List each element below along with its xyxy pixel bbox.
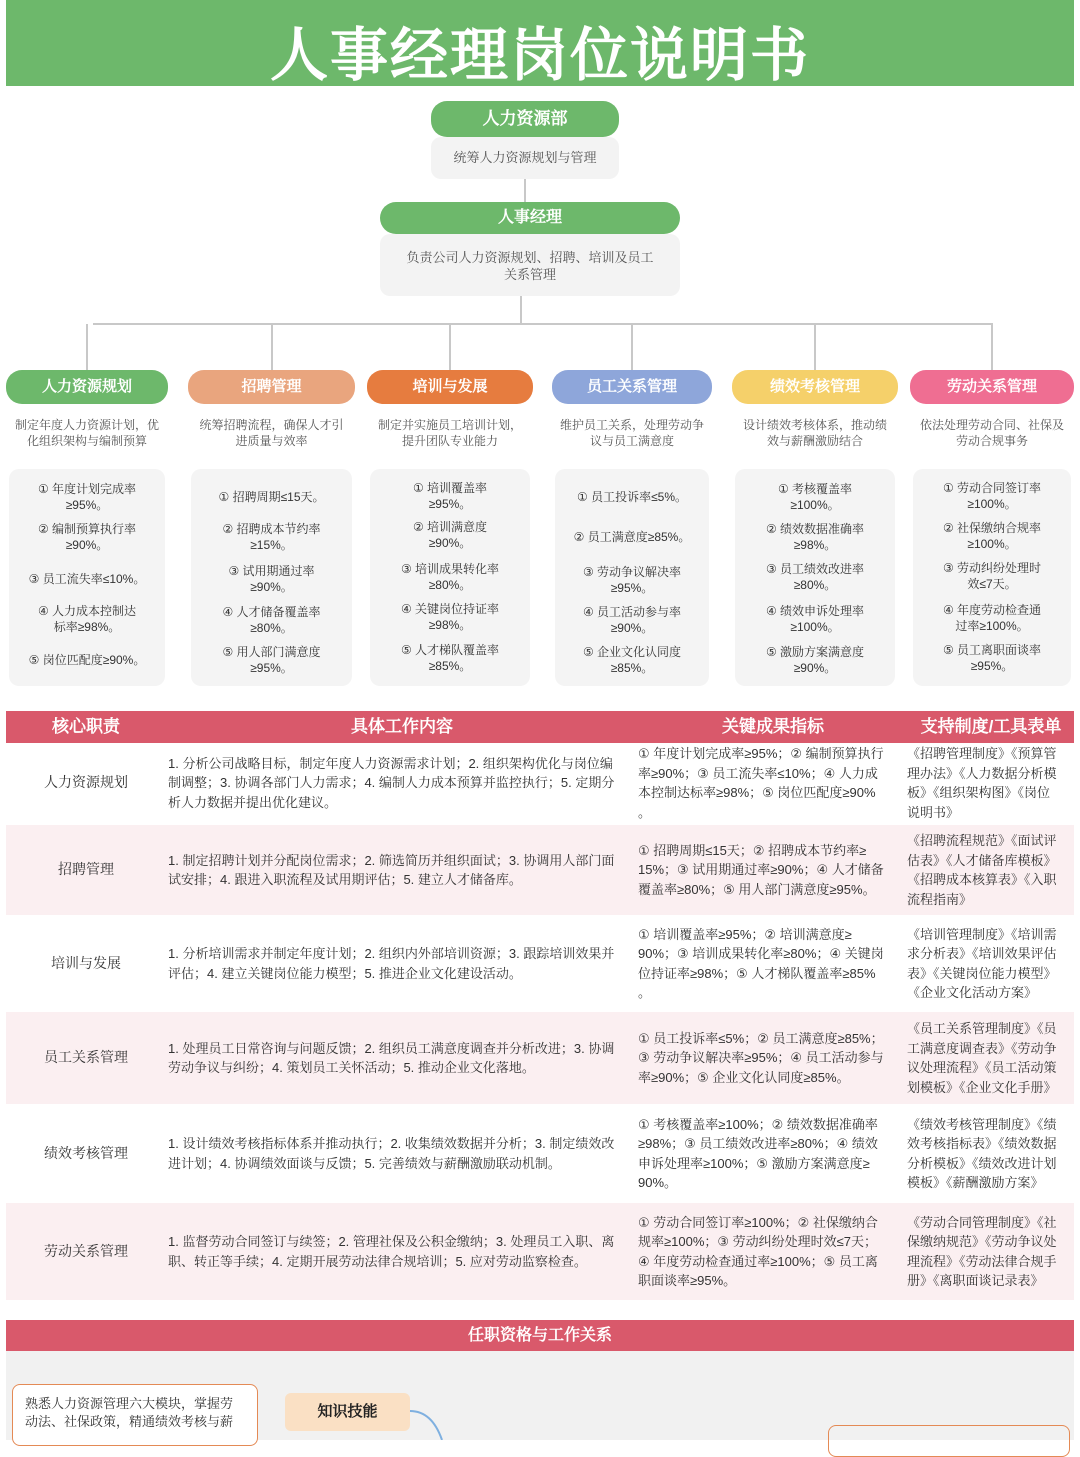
kpi-line: ≥90%。	[65, 538, 109, 552]
row-tools-line: 划模板》《企业文化手册》	[907, 1079, 1057, 1095]
qualifications-title: 任职资格与工作关系	[6, 1320, 1074, 1351]
row-core-duty: 人力资源规划	[44, 774, 128, 790]
row-tools	[907, 831, 1073, 909]
row-content-line: 1. 处理员工日常咨询与问题反馈；2. 组织员工满意度调查并分析改进；3. 协调	[168, 1040, 615, 1056]
row-kpi-line: ① 年度计划完成率≥95%；② 编制预算执行	[638, 746, 884, 761]
kpi-item	[555, 529, 709, 545]
row-kpi-line: 申诉处理率≥100%；⑤ 激励方案满意度≥	[638, 1155, 870, 1171]
row-content-line: 析人力数据并提出优化建议。	[168, 794, 338, 810]
kpi-line: ≥15%。	[250, 538, 293, 552]
org-role-title: 人事经理	[380, 202, 680, 234]
kpi-line: ② 编制预算执行率	[37, 522, 137, 536]
kpi-line: ≥90%。	[250, 580, 293, 594]
dept-title: 培训与发展	[367, 370, 533, 404]
dept-desc-line: 劳动合规事务	[955, 434, 1028, 448]
row-kpi	[638, 1029, 906, 1088]
dept-desc-line: 制定并实施员工培训计划，	[377, 418, 522, 432]
kpi-item	[9, 571, 165, 587]
row-kpi	[638, 925, 906, 1003]
row-tools-line: 表》《关键岗位能力模型》	[907, 965, 1057, 981]
kpi-item	[191, 644, 352, 676]
kpi-line: ③ 劳动争议解决率	[582, 565, 682, 579]
row-tools-line: 估表》《人才储备库模板》	[907, 852, 1057, 868]
kpi-line: ② 绩效数据准确率	[765, 522, 865, 536]
row-kpi-line: 率≥90%；⑤ 企业文化认同度≥85%。	[638, 1069, 850, 1085]
dept-desc-line: 设计绩效考核体系，推动绩	[742, 418, 887, 432]
row-content-line: 1. 设计绩效考核指标体系并推动执行；2. 收集绩效数据并分析；3. 制定绩效改	[168, 1136, 615, 1151]
row-content-line: 制调整；3. 协调各部门人力需求；4. 编制人力成本预算并监控执行；5. 定期分	[168, 775, 615, 791]
th-content: 具体工作内容	[351, 717, 453, 736]
row-tools	[907, 1213, 1073, 1291]
connector	[814, 324, 816, 370]
row-content-line: 1. 分析公司战略目标，制定年度人力资源需求计划；2. 组织架构优化与岗位编	[168, 755, 613, 771]
dept-desc-line: 依法处理劳动合同、社保及	[919, 418, 1064, 432]
kpi-line: 过率≥100%。	[955, 619, 1029, 633]
kpi-list	[191, 469, 352, 686]
row-kpi-line: 。	[638, 804, 652, 820]
kpi-line: ④ 年度劳动检查通	[942, 603, 1042, 617]
kpi-line: ≥85%。	[610, 661, 654, 675]
dept-desc	[732, 417, 898, 449]
row-tools	[907, 925, 1073, 1003]
row-content-line: 评估；4. 建立关键岗位能力模型；5. 推进企业文化建设活动。	[168, 965, 522, 981]
kpi-item	[370, 480, 530, 512]
table-header	[6, 711, 1074, 743]
kpi-item	[191, 521, 352, 553]
row-kpi-line: ① 考核覆盖率≥100%；② 绩效数据准确率	[638, 1116, 878, 1132]
row-tools-line: 《企业文化活动方案》	[907, 985, 1038, 1000]
org-dept-title: 人力资源部	[431, 101, 619, 137]
dept-desc-line: 议与员工满意度	[589, 434, 674, 448]
kpi-line: ≥90%。	[428, 536, 472, 550]
kpi-item	[191, 489, 352, 505]
kpi-line: ① 考核覆盖率	[777, 482, 853, 496]
row-tools-line: 《招聘流程规范》《面试评	[907, 833, 1057, 848]
th-core: 核心职责	[52, 717, 120, 736]
row-tools-line: 板》《组织架构图》《岗位	[907, 785, 1051, 800]
row-tools-line: 《招聘成本核算表》《入职	[907, 872, 1057, 887]
dept-title: 招聘管理	[188, 370, 355, 404]
row-content-line: 1. 制定招聘计划并分配岗位需求；2. 筛选简历并组织面试；3. 协调用人部门面	[168, 852, 615, 868]
kpi-item	[9, 603, 165, 635]
row-kpi-line: 职面谈率≥95%。	[638, 1273, 737, 1288]
kpi-line: ⑤ 企业文化认同度	[582, 645, 682, 659]
row-content	[168, 1039, 636, 1078]
row-kpi-line: 90%；③ 培训成果转化率≥80%；④ 关键岗	[638, 946, 884, 961]
row-kpi-line: 90%。	[638, 1175, 678, 1190]
kpi-line: ③ 员工绩效改进率	[765, 562, 865, 576]
kpi-line: ≥95%。	[250, 661, 293, 675]
kpi-line: ⑤ 激励方案满意度	[765, 645, 865, 659]
kpi-item	[735, 481, 895, 513]
kpi-item	[735, 644, 895, 676]
row-kpi	[638, 1115, 906, 1193]
row-core-duty: 劳动关系管理	[44, 1242, 128, 1259]
row-content	[168, 1134, 636, 1173]
kpi-line: ① 培训覆盖率	[412, 481, 488, 495]
kpi-item	[555, 564, 709, 596]
kpi-item	[555, 644, 709, 676]
row-kpi-line: ① 劳动合同签订率≥100%；② 社保缴纳合	[638, 1214, 878, 1230]
row-kpi-line: 规率≥100%；③ 劳动纠纷处理时效≤7天；	[638, 1234, 878, 1249]
org-role-desc-line: 关系管理	[503, 267, 556, 282]
row-kpi	[638, 841, 906, 900]
row-core-duty: 绩效考核管理	[44, 1144, 128, 1161]
dept-desc-line: 维护员工关系，处理劳动争	[559, 418, 704, 432]
kpi-line: ⑤ 人才梯队覆盖率	[400, 643, 500, 657]
row-content-line: 职、转正等手续；4. 定期开展劳动法律合规培训；5. 应对劳动监察检查。	[168, 1253, 587, 1269]
dept-desc	[188, 417, 355, 449]
kpi-line: ≥80%。	[793, 578, 837, 592]
kpi-item	[555, 489, 709, 505]
dept-title: 人力资源规划	[6, 370, 168, 404]
org-role-desc	[380, 234, 680, 296]
row-kpi-line: ④ 年度劳动检查通过率≥100%；⑤ 员工离	[638, 1253, 878, 1269]
th-tools: 支持制度/工具表单	[920, 717, 1062, 736]
dept-desc-line: 化组织架构与编制预算	[26, 434, 147, 448]
kpi-line: ≥100%。	[790, 498, 840, 512]
row-tools-line: 工满意度调查表》《劳动争	[907, 1040, 1057, 1056]
kpi-line: ① 员工投诉率≤5%。	[576, 490, 688, 504]
page-title: 人事经理岗位说明书	[269, 21, 810, 89]
kpi-line: ③ 培训成果转化率	[400, 562, 500, 576]
kpi-line: ≥80%。	[250, 621, 293, 635]
dept-desc	[552, 417, 712, 449]
row-tools	[907, 1019, 1073, 1097]
row-tools-line: 模板》《薪酬激励方案》	[907, 1175, 1044, 1190]
knowledge-label: 知识技能	[285, 1393, 410, 1431]
dept-desc	[367, 417, 533, 449]
connector	[449, 324, 451, 370]
row-kpi	[638, 1213, 906, 1291]
kpi-list	[9, 469, 165, 686]
kpi-line: ④ 人才储备覆盖率	[222, 605, 321, 619]
row-content	[168, 1232, 636, 1271]
row-tools-line: 议处理流程》《员工活动策	[907, 1060, 1057, 1075]
kpi-line: ≥95%。	[428, 497, 472, 511]
connector	[86, 324, 88, 370]
kpi-line: ④ 绩效申诉处理率	[765, 604, 865, 618]
dept-desc-line: 进质量与效率	[235, 434, 308, 448]
kpi-line: ② 招聘成本节约率	[222, 522, 321, 536]
row-kpi-line: 本控制达标率≥98%；⑤ 岗位匹配度≥90%	[638, 785, 876, 800]
row-content-line: 劳动争议与纠纷；4. 策划员工关怀活动；5. 推动企业文化落地。	[168, 1060, 535, 1075]
row-kpi-line: ① 培训覆盖率≥95%；② 培训满意度≥	[638, 926, 852, 942]
row-content	[168, 754, 636, 813]
row-tools-line: 《劳动合同管理制度》《社	[907, 1214, 1057, 1230]
kpi-line: ≥95%。	[65, 498, 109, 512]
kpi-line: ≥85%。	[428, 659, 472, 673]
knowledge-text-line: 动法、社保政策，精通绩效考核与薪	[25, 1414, 234, 1429]
row-tools-line: 《员工关系管理制度》《员	[907, 1021, 1057, 1036]
knowledge-text-box	[12, 1384, 258, 1446]
kpi-line: ≥100%。	[790, 620, 840, 634]
dept-desc-line: 提升团队专业能力	[401, 434, 498, 448]
row-kpi-line: 15%；③ 试用期通过率≥90%；④ 人才储备	[638, 862, 884, 878]
kpi-line: ≥80%。	[428, 578, 472, 592]
kpi-line: 标率≥98%。	[53, 620, 121, 634]
kpi-line: ④ 关键岗位持证率	[400, 602, 500, 616]
row-kpi-line: 率≥90%；③ 员工流失率≤10%；④ 人力成	[638, 765, 878, 781]
kpi-item	[913, 560, 1071, 592]
connector	[520, 296, 522, 324]
connector	[271, 324, 273, 370]
row-tools-line: 说明书》	[907, 804, 960, 820]
kpi-item	[191, 604, 352, 636]
connector	[93, 323, 993, 325]
row-tools-line: 效考核指标表》《绩效数据	[907, 1136, 1057, 1151]
row-content-line: 进计划；4. 协调绩效面谈与反馈；5. 完善绩效与薪酬激励联动机制。	[168, 1155, 561, 1171]
row-tools-line: 理流程》《劳动法律合规手	[907, 1253, 1057, 1269]
kpi-line: ① 招聘周期≤15天。	[218, 490, 325, 504]
kpi-line: ③ 劳动纠纷处理时	[942, 561, 1042, 575]
connector	[524, 179, 526, 202]
kpi-item	[9, 521, 165, 553]
row-tools-line: 保缴纳规范》《劳动争议处	[907, 1234, 1057, 1249]
row-core-duty: 培训与发展	[51, 954, 121, 971]
row-tools-line: 《培训管理制度》《培训需	[907, 926, 1057, 942]
kpi-item	[370, 561, 530, 593]
kpi-item	[370, 519, 530, 551]
row-kpi-line: ① 员工投诉率≤5%；② 员工满意度≥85%；	[638, 1030, 884, 1046]
row-content	[168, 851, 636, 890]
kpi-item	[370, 601, 530, 633]
kpi-list	[370, 469, 530, 686]
row-content-line: 1. 分析培训需求并制定年度计划；2. 组织内外部培训资源；3. 跟踪培训效果并	[168, 946, 615, 961]
row-content-line: 1. 监督劳动合同签订与续签；2. 管理社保及公积金缴纳；3. 处理员工入职、离	[168, 1234, 615, 1249]
row-core-duty: 招聘管理	[58, 861, 114, 877]
dept-desc	[6, 417, 168, 449]
row-tools-line: 《招聘管理制度》《预算管	[907, 746, 1057, 761]
kpi-item	[555, 604, 709, 636]
row-kpi-line: 覆盖率≥80%；⑤ 用人部门满意度≥95%。	[638, 881, 876, 897]
kpi-item	[913, 602, 1071, 634]
row-tools-line: 求分析表》《培训效果评估	[907, 946, 1057, 961]
kpi-line: ② 培训满意度	[412, 520, 488, 534]
knowledge-text-line: 熟悉人力资源管理六大模块，掌握劳	[25, 1396, 234, 1411]
row-tools-line: 《绩效考核管理制度》《绩	[907, 1116, 1057, 1132]
row-kpi-line: 。	[638, 985, 652, 1000]
kpi-item	[9, 481, 165, 513]
kpi-item	[735, 521, 895, 553]
table-row	[6, 1012, 1074, 1104]
kpi-line: ④ 员工活动参与率	[582, 605, 682, 619]
dept-desc-line: 效与薪酬激励结合	[766, 434, 863, 448]
dept-desc	[910, 417, 1074, 449]
kpi-line: ≥90%。	[793, 661, 837, 675]
kpi-item	[913, 480, 1071, 512]
kpi-line: ≥95%。	[610, 581, 654, 595]
kpi-item	[735, 603, 895, 635]
kpi-line: ① 劳动合同签订率	[942, 481, 1042, 495]
table-row	[6, 743, 1074, 823]
row-kpi-line: ① 招聘周期≤15天；② 招聘成本节约率≥	[638, 842, 867, 858]
row-core-duty: 员工关系管理	[44, 1049, 128, 1065]
connector	[991, 324, 993, 370]
row-kpi-line: ≥98%；③ 员工绩效改进率≥80%；④ 绩效	[638, 1136, 878, 1151]
branch-curve	[410, 1405, 450, 1440]
table-row	[6, 1203, 1074, 1300]
dept-desc-line: 统筹招聘流程，确保人才引	[199, 418, 344, 432]
connector	[631, 324, 633, 370]
dept-title: 员工关系管理	[552, 370, 712, 404]
row-content-line: 试安排；4. 跟进入职流程及试用期评估；5. 建立人才储备库。	[168, 872, 522, 887]
kpi-line: ≥98%。	[428, 618, 472, 632]
row-tools-line: 分析模板》《绩效改进计划	[907, 1155, 1057, 1171]
kpi-list	[735, 469, 895, 686]
kpi-line: ⑤ 员工离职面谈率	[942, 643, 1042, 657]
kpi-line: ② 社保缴纳合规率	[942, 521, 1042, 535]
kpi-line: ④ 人力成本控制达	[37, 604, 137, 618]
kpi-item	[9, 652, 165, 668]
table-row	[6, 918, 1074, 1009]
kpi-line: ③ 试用期通过率	[228, 564, 315, 578]
kpi-line: ≥98%。	[793, 538, 837, 552]
kpi-list	[913, 469, 1071, 686]
kpi-line: ③ 员工流失率≤10%。	[28, 572, 146, 586]
dept-title: 绩效考核管理	[732, 370, 898, 404]
row-tools	[907, 744, 1073, 822]
kpi-line: ≥100%。	[967, 537, 1017, 551]
row-content	[168, 944, 636, 983]
row-kpi-line: 位持证率≥98%；⑤ 人才梯队覆盖率≥85%	[638, 965, 876, 981]
relation-box-edge	[828, 1425, 1070, 1457]
row-kpi	[638, 744, 906, 822]
kpi-list	[555, 469, 709, 686]
table-row	[6, 1107, 1074, 1200]
row-tools	[907, 1115, 1073, 1193]
kpi-line: 效≤7天。	[967, 577, 1017, 591]
row-tools-line: 理办法》《人力数据分析模	[907, 765, 1057, 781]
kpi-line: ① 年度计划完成率	[37, 482, 137, 496]
kpi-line: ② 员工满意度≥85%。	[573, 530, 691, 544]
kpi-line: ≥100%。	[967, 497, 1017, 511]
kpi-item	[913, 520, 1071, 552]
kpi-item	[191, 563, 352, 595]
dept-title: 劳动关系管理	[910, 370, 1074, 404]
table-row	[6, 825, 1074, 915]
dept-desc-line: 制定年度人力资源计划，优	[14, 418, 159, 432]
kpi-line: ⑤ 岗位匹配度≥90%。	[28, 653, 146, 667]
th-kpi: 关键成果指标	[722, 717, 824, 736]
row-tools-line: 流程指南》	[907, 891, 973, 907]
kpi-item	[735, 561, 895, 593]
kpi-item	[370, 642, 530, 674]
row-kpi-line: ③ 劳动争议解决率≥95%；④ 员工活动参与	[638, 1050, 884, 1066]
org-dept-desc: 统筹人力资源规划与管理	[431, 137, 619, 179]
kpi-line: ≥95%。	[970, 659, 1014, 673]
org-role-desc-line: 负责公司人力资源规划、招聘、培训及员工	[406, 250, 654, 265]
kpi-item	[913, 642, 1071, 674]
kpi-line: ≥90%。	[610, 621, 654, 635]
row-tools-line: 册》《离职面谈记录表》	[907, 1273, 1044, 1288]
kpi-line: ⑤ 用人部门满意度	[222, 645, 321, 659]
